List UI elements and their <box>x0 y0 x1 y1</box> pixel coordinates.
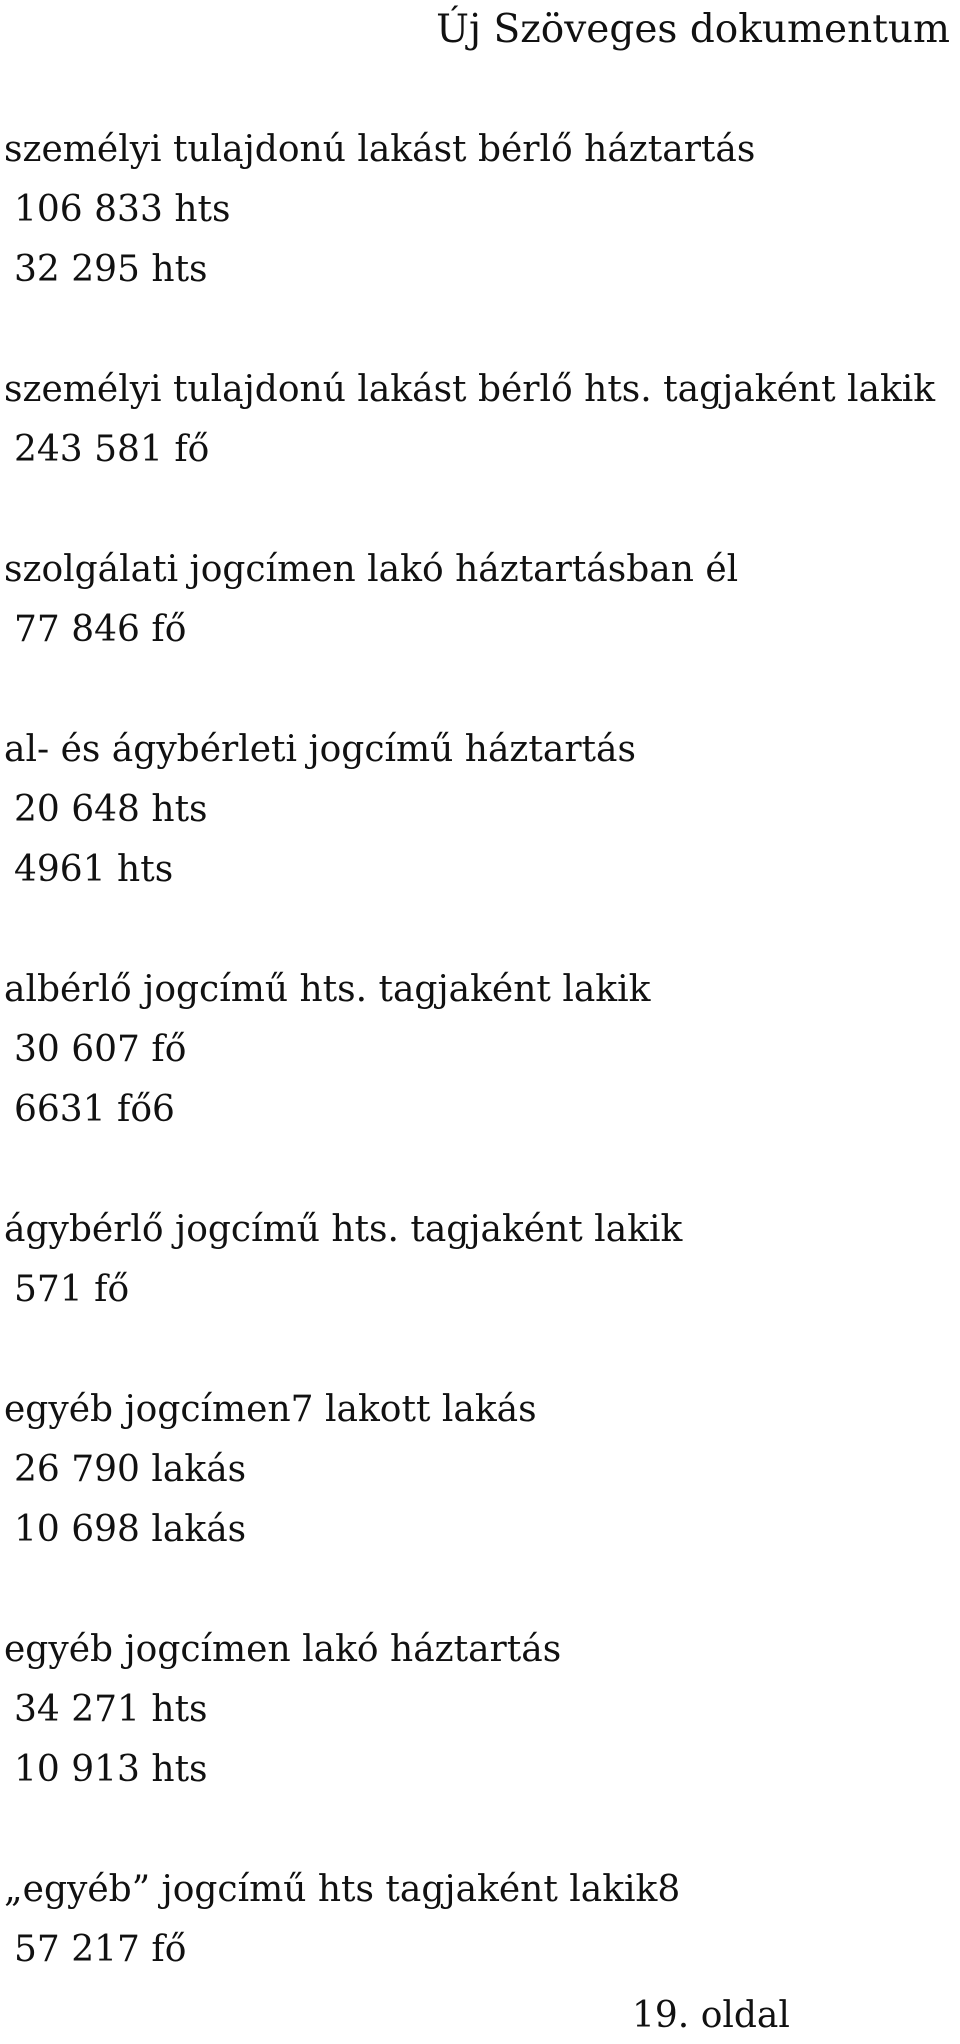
section-heading: albérlő jogcímű hts. tagjaként lakik <box>4 969 651 1010</box>
section-heading: személyi tulajdonú lakást bérlő hts. tagjaként lakik <box>4 369 936 410</box>
section-value: 57 217 fő <box>14 1929 187 1970</box>
section-value: 26 790 lakás <box>14 1449 247 1490</box>
section-value: 34 271 hts <box>14 1689 208 1730</box>
section-sublet-household <box>4 720 944 900</box>
section-heading: „egyéb” jogcímű hts tagjaként lakik8 <box>4 1869 681 1910</box>
section-other-title-dwelling <box>4 1380 944 1560</box>
section-value: 106 833 hts <box>14 189 231 230</box>
section-value: 243 581 fő <box>14 429 210 470</box>
document-body <box>4 120 944 1980</box>
section-private-rental-member <box>4 360 944 480</box>
section-value: 10 698 lakás <box>14 1509 247 1550</box>
section-subtenant-member <box>4 960 944 1140</box>
section-value: 4961 hts <box>14 849 174 890</box>
section-value: 77 846 fő <box>14 609 187 650</box>
section-heading: al- és ágybérleti jogcímű háztartás <box>4 729 636 770</box>
section-service-housing <box>4 540 944 660</box>
section-heading: ágybérlő jogcímű hts. tagjaként lakik <box>4 1209 683 1250</box>
section-private-rental-household <box>4 120 944 300</box>
section-value: 571 fő <box>14 1269 130 1310</box>
section-heading: egyéb jogcímen lakó háztartás <box>4 1629 562 1670</box>
section-value: 10 913 hts <box>14 1749 208 1790</box>
page-number: 19. oldal <box>632 1995 790 2036</box>
section-value: 30 607 fő <box>14 1029 187 1070</box>
section-heading: személyi tulajdonú lakást bérlő háztartás <box>4 129 756 170</box>
section-other-title-household <box>4 1620 944 1800</box>
section-bed-renter-member <box>4 1200 944 1320</box>
section-value: 20 648 hts <box>14 789 208 830</box>
section-value: 32 295 hts <box>14 249 208 290</box>
section-value: 6631 fő6 <box>14 1089 175 1130</box>
section-other-title-member <box>4 1860 944 1980</box>
section-heading: szolgálati jogcímen lakó háztartásban él <box>4 549 739 590</box>
document-title: Új Szöveges dokumentum <box>436 7 950 52</box>
section-heading: egyéb jogcímen7 lakott lakás <box>4 1389 537 1430</box>
